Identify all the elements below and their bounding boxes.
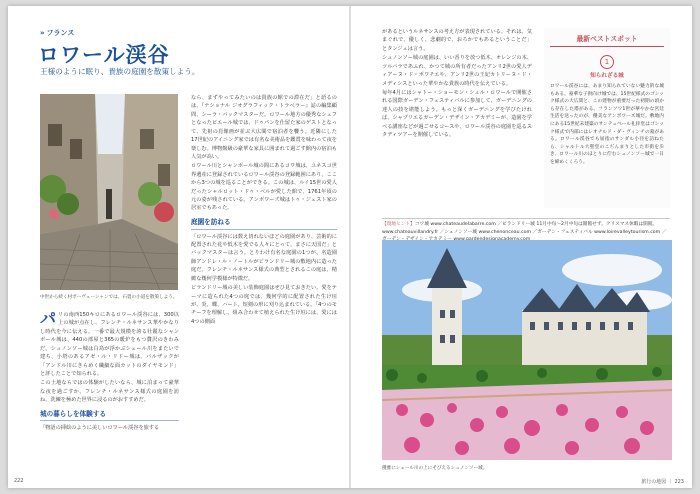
- paragraph: 「ロワール渓谷には数え切れないほどの庭園があり、芸術的に配置された花や低木を愛でる人々にとって、まさに天国だ」とバックマスターは言う。とりわけ有名な庭園の1つが、名造園師アンドレ・ル・ノートルがビランドリー城の敷地内に造った庭だ。フレンチ・ルネサンス様式の典型とされるこの庭は、精緻な幾何学模様が特徴だ。: [191, 233, 337, 282]
- section-kicker: [40, 28, 74, 38]
- info-label: 【現地ヒント】: [382, 222, 415, 227]
- paragraph: 「物語の挿絵のように美しいロワール渓谷を旅する: [40, 425, 160, 432]
- village-alley-photo: [40, 94, 178, 290]
- best-spot-sidebar: [544, 28, 670, 208]
- kicker-mark-icon: »: [40, 29, 45, 37]
- page-gutter: [349, 6, 351, 488]
- section-heading-castle-stay: 城の暮らしを体験する: [40, 409, 179, 422]
- paragraph: シュノンソー城の庭園は、いい香りを放つ低木、オレンジの木、ツルバラであふれ、かつて城の所有者だったアンリ2世の愛人ディアーヌ・ド・ポワチエや、アンリ2世の王妃カトリーヌ・ド・メディシスといった華やかな貴族の時代を伝えている。: [382, 55, 532, 87]
- paragraph: なら、まずやってみたいのは貴族の館での滞在だ」と語るのは、『ナショナル ジオグラフィック・トラベラー』誌の編集顧問、シーラ・バックマスターだ。ロワール地方の優秀なシェフとなったピエール城では、ドゥパンを仕留た家のゲストとなって、先祖の肖像画が並ぶ大広間で宿泊者を饗う。近隣にした17世紀のアイニング家では有名な美術品を鑑賞を味わって夜を楽しむ。博物館級の豪華な家具に囲まれて過ごす館内の宿泊も人気が高い。: [191, 95, 337, 160]
- paragraph: ビランドリー城の美しい装飾庭園はぜひ見ておきたい。愛をテーマに造られた4つの庭では、幾何学的に配置された生け垣が、炎、蝶、ハート、短剣の形に刈り込まれている。「4つのモチーフを理解し、組み合わせて植えられた生け垣には、愛には4つの側面: [191, 285, 337, 325]
- info-text: コワ城 www.chateaudelabarre.com ／ビランドリー城 11月中旬〜2月中旬は開館せず。クリスマス休暇は開館。www.chateauvillandry.fr ／シュノンソー城 www.chenonceau.com ／ガーデン・フェスティバル www.loirevalleytourism.com ／: [382, 222, 667, 235]
- article-subtitle: 王様のように眠り、貴族の庭園を散策しよう。: [40, 67, 200, 76]
- sidebar-title: 最新ベストスポット: [550, 28, 664, 47]
- paragraph: があるというルネサンスの考え方が表現されている。それは、気まぐれで、優しく、悲劇的で、おろかでもあるということだ」とタンジェは言う。: [382, 29, 532, 52]
- body-column-3: [382, 28, 532, 140]
- paragraph: この土地ならではの体験がしたいなら、城に泊まって豪華な夜を過ごすか、フレンチ・ルネサンス様式の庭園を訪ね、洗練を極めた世界に浸るのがおすすめだ。: [40, 380, 179, 404]
- intro-paragraph: [40, 311, 179, 378]
- alley-photo-caption: 中世から続く村ボーヴェーシャンでは、石畳の小道を散策しよう。: [40, 295, 178, 300]
- kicker-label: フランス: [46, 29, 75, 37]
- body-column-2: [191, 94, 337, 327]
- sidebar-number-badge: 1: [600, 55, 614, 69]
- chenonceau-castle-photo: [382, 240, 672, 460]
- paragraph: ロワール川とシャンボール城の間にあるコワ城は、ユネスコ世界遺産に登録されているロワール渓谷の登録範囲にあり、ここから3つの城を巡ることができる。この城は、ルイ15世の愛人だったシャルロット・ドゥ・ベルが愛した館で、1761年頃の元の姿が残されている。アンボワーズ城はトゥ・ジェスト家の居室でもあった。: [191, 163, 337, 212]
- page-number-left: 222: [14, 478, 24, 484]
- intro-text: リの南西150キロにあるロワール渓谷には、300以上の城が点在し、フレンチ・ルネサンス華やかなりし時代を今に伝える。一番で最大規模を誇る壮麗なシャンボール城は、440の部屋と365の暖炉をもつ贅沢のきわみだ。シュノンソー城は白鳥が浮かぶシェール川をまたいで建ち、小塔のあるアゼ・ル・リドー城は、バルザックが「アンドル川にきらめく繊細な面カットのダイヤモンド」と評したことで知られる。: [40, 312, 179, 377]
- paragraph: 毎年4月にはシャトー・ショーモン・シュル・ロワールで開催される国際ガーデン・フェスティバルに参加して、ガーデニングの達人の技を堪能しよう。もっと深くガーデニングを学びたければ、シャプリエるガーデン・デザイン・アカデミーが、造園を学べる講座などが過ごせるコースや、ロワール渓谷の庭園を巡るスタディツアーを開催している。: [382, 89, 532, 139]
- section-heading-gardens: 庭園を訪ねる: [191, 217, 337, 230]
- body-column-1: [40, 311, 179, 434]
- sidebar-text: ロワール渓谷には、あまり知られていない魅力的な城もある。豪華な子供向け城では、15世紀様式のゴシック様式の大広間と、この建物が重要だった初期の頃から存在した塔がある。フランソワ1世が華やかな宮廷生活を送ったのが、優美なアンボワーズ城だ。敷地内にある15世紀末建築のサンテュベール礼拝堂はゴシック様式で内部にはレオナルド・ダ・ヴィンチの墓がある。ロワール渓谷でも屈指のサンダル小径を訪ねたら、シャルトル大聖堂のこぢんまりとした市街を歩き、ロワール川のほとりに佇むシュノンソー城で一日を締めくくろう。: [550, 84, 664, 166]
- drop-cap: パ: [40, 309, 57, 328]
- castle-illustration: [382, 240, 672, 460]
- magazine-spread: [8, 6, 692, 488]
- castle-photo-caption: 優雅にシェール川の上にそびえるシュノンソー城。: [382, 466, 488, 471]
- village-alley-illustration: [40, 94, 178, 290]
- article-title: ロワール渓谷: [38, 42, 170, 67]
- page-number-right: 旅行の地図 ｜ 223: [641, 479, 684, 485]
- sidebar-subtitle: 知られざる城: [590, 73, 624, 79]
